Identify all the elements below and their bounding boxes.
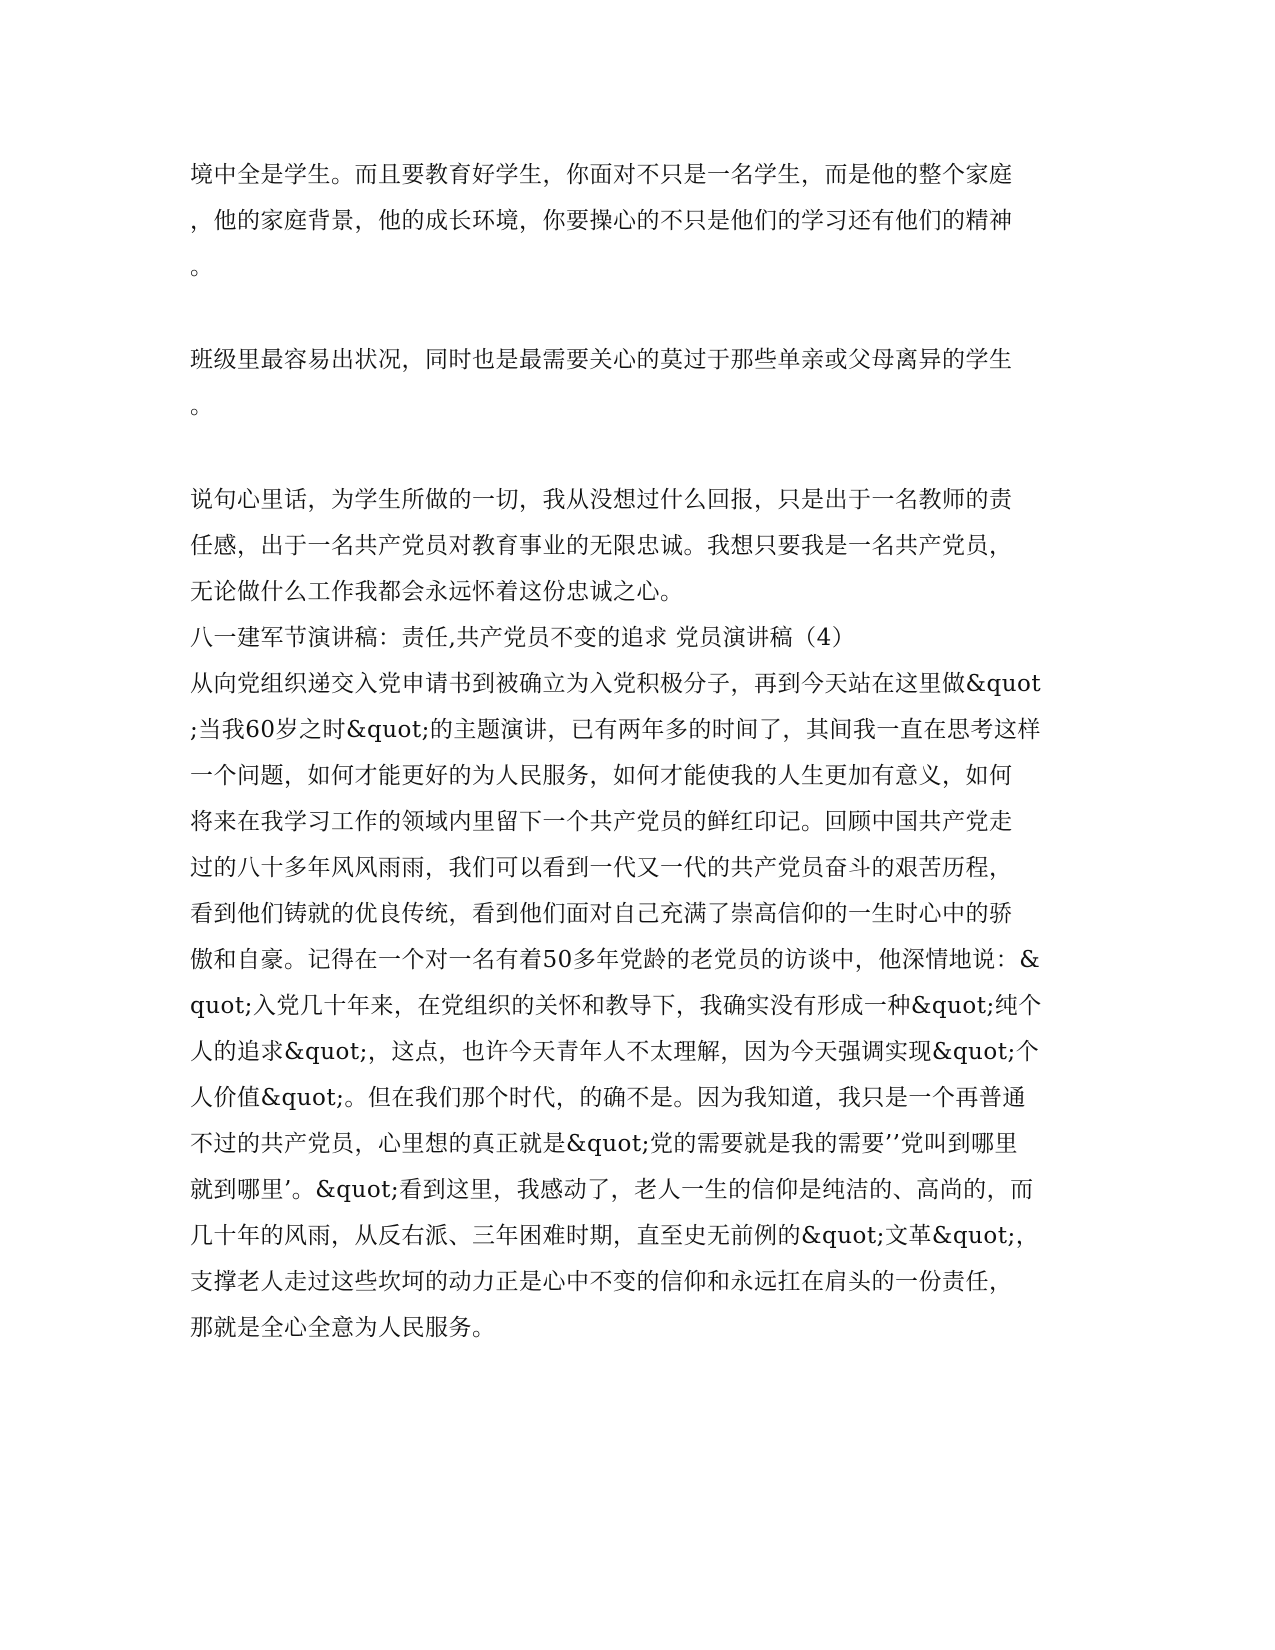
text-line: 一个问题，如何才能更好的为人民服务，如何才能使我的人生更加有意义，如何 <box>190 763 1013 789</box>
text-line: 。 <box>190 393 214 419</box>
text-line: 不过的共产党员，心里想的真正就是&quot;党的需要就是我的需要’’党叫到哪里 <box>190 1131 1018 1157</box>
text-line: 说句心里话，为学生所做的一切，我从没想过什么回报，只是出于一名教师的责 <box>190 487 1013 513</box>
text-line: 过的八十多年风风雨雨，我们可以看到一代又一代的共产党员奋斗的艰苦历程， <box>190 855 1013 881</box>
text-line: 傲和自豪。记得在一个对一名有着50多年党龄的老党员的访谈中，他深情地说：& <box>190 947 1041 973</box>
text-line: 就到哪里’。&quot;看到这里，我感动了，老人一生的信仰是纯洁的、高尚的，而 <box>190 1177 1034 1203</box>
text-line: 任感，出于一名共产党员对教育事业的无限忠诚。我想只要我是一名共产党员， <box>190 533 1013 559</box>
text-line: 。 <box>190 254 214 280</box>
section-heading: 八一建军节演讲稿：责任,共产党员不变的追求 党员演讲稿（4） <box>190 625 856 651</box>
text-line: 看到他们铸就的优良传统，看到他们面对自己充满了崇高信仰的一生时心中的骄 <box>190 901 1013 927</box>
text-line: 人的追求&quot;，这点，也许今天青年人不太理解，因为今天强调实现&quot;个 <box>190 1039 1040 1065</box>
text-line: 将来在我学习工作的领域内里留下一个共产党员的鲜红印记。回顾中国共产党走 <box>190 809 1013 835</box>
text-line: 从向党组织递交入党申请书到被确立为入党积极分子，再到今天站在这里做&quot <box>190 671 1042 697</box>
text-line: 几十年的风雨，从反右派、三年困难时期，直至史无前例的&quot;文革&quot;， <box>190 1223 1040 1249</box>
text-line: 无论做什么工作我都会永远怀着这份忠诚之心。 <box>190 579 684 605</box>
text-line: ，他的家庭背景，他的成长环境，你要操心的不只是他们的学习还有他们的精神 <box>190 208 1013 234</box>
text-line: 境中全是学生。而且要教育好学生，你面对不只是一名学生，而是他的整个家庭 <box>190 162 1013 188</box>
text-line: 班级里最容易出状况，同时也是最需要关心的莫过于那些单亲或父母离异的学生 <box>190 347 1013 373</box>
text-line: ;当我60岁之时&quot;的主题演讲，已有两年多的时间了，其间我一直在思考这样 <box>190 717 1041 743</box>
text-line: 那就是全心全意为人民服务。 <box>190 1315 496 1341</box>
text-line: 支撑老人走过这些坎坷的动力正是心中不变的信仰和永远扛在肩头的一份责任， <box>190 1269 1013 1295</box>
text-line: 人价值&quot;。但在我们那个时代，的确不是。因为我知道，我只是一个再普通 <box>190 1085 1026 1111</box>
text-line: quot;入党几十年来，在党组织的关怀和教导下，我确实没有形成一种&quot;纯个 <box>190 993 1042 1019</box>
